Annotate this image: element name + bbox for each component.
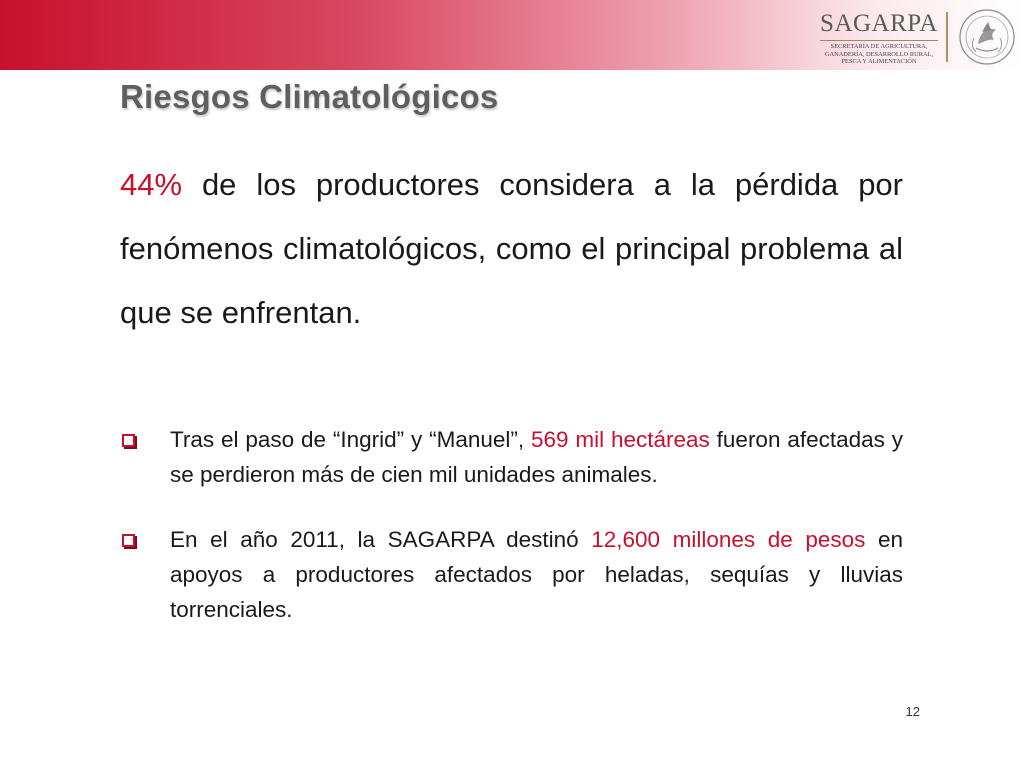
bullet-item — [120, 522, 903, 627]
bullet-text: fueron afectadas y se perdieron más de cien mil unidades animales. — [170, 427, 903, 487]
logo-divider — [946, 12, 948, 62]
logo-subtitle — [814, 43, 944, 66]
bullet-text: Tras el paso de “Ingrid” y “Manuel”, — [170, 427, 532, 452]
bullet-highlight: 12,600 millones de pesos — [591, 527, 866, 552]
statement-highlight: 44% — [120, 167, 183, 202]
logo-rule — [820, 40, 938, 41]
logo-subtitle-line: PESCA Y ALIMENTACIÓN — [841, 58, 917, 66]
square-bullet-icon — [122, 434, 135, 447]
logo-wordmark: SAGARPA — [820, 10, 938, 37]
bullet-list — [120, 422, 903, 657]
bullet-text: En el año 2011, la SAGARPA destinó — [170, 527, 592, 552]
sagarpa-logo — [814, 8, 944, 68]
logo-subtitle-line: GANADERÍA, DESARROLLO RURAL, — [824, 50, 934, 58]
page-number: 12 — [905, 704, 920, 719]
bullet-item — [120, 422, 903, 492]
logo-subtitle-line: SECRETARÍA DE AGRICULTURA, — [830, 43, 928, 50]
bullet-highlight: 569 mil hectáreas — [531, 427, 710, 452]
slide-title: Riesgos Climatológicos — [120, 78, 499, 115]
mexico-coat-of-arms-icon — [958, 8, 1016, 66]
main-statement — [120, 153, 903, 345]
bullet-text: en apoyos a productores afectados por heladas, sequías y lluvias torrenciales. — [170, 527, 903, 622]
square-bullet-icon — [122, 534, 135, 547]
statement-text: de los productores considera a la pérdida por fenómenos climatológicos, como el principal problema al que se enfrentan. — [120, 167, 903, 330]
